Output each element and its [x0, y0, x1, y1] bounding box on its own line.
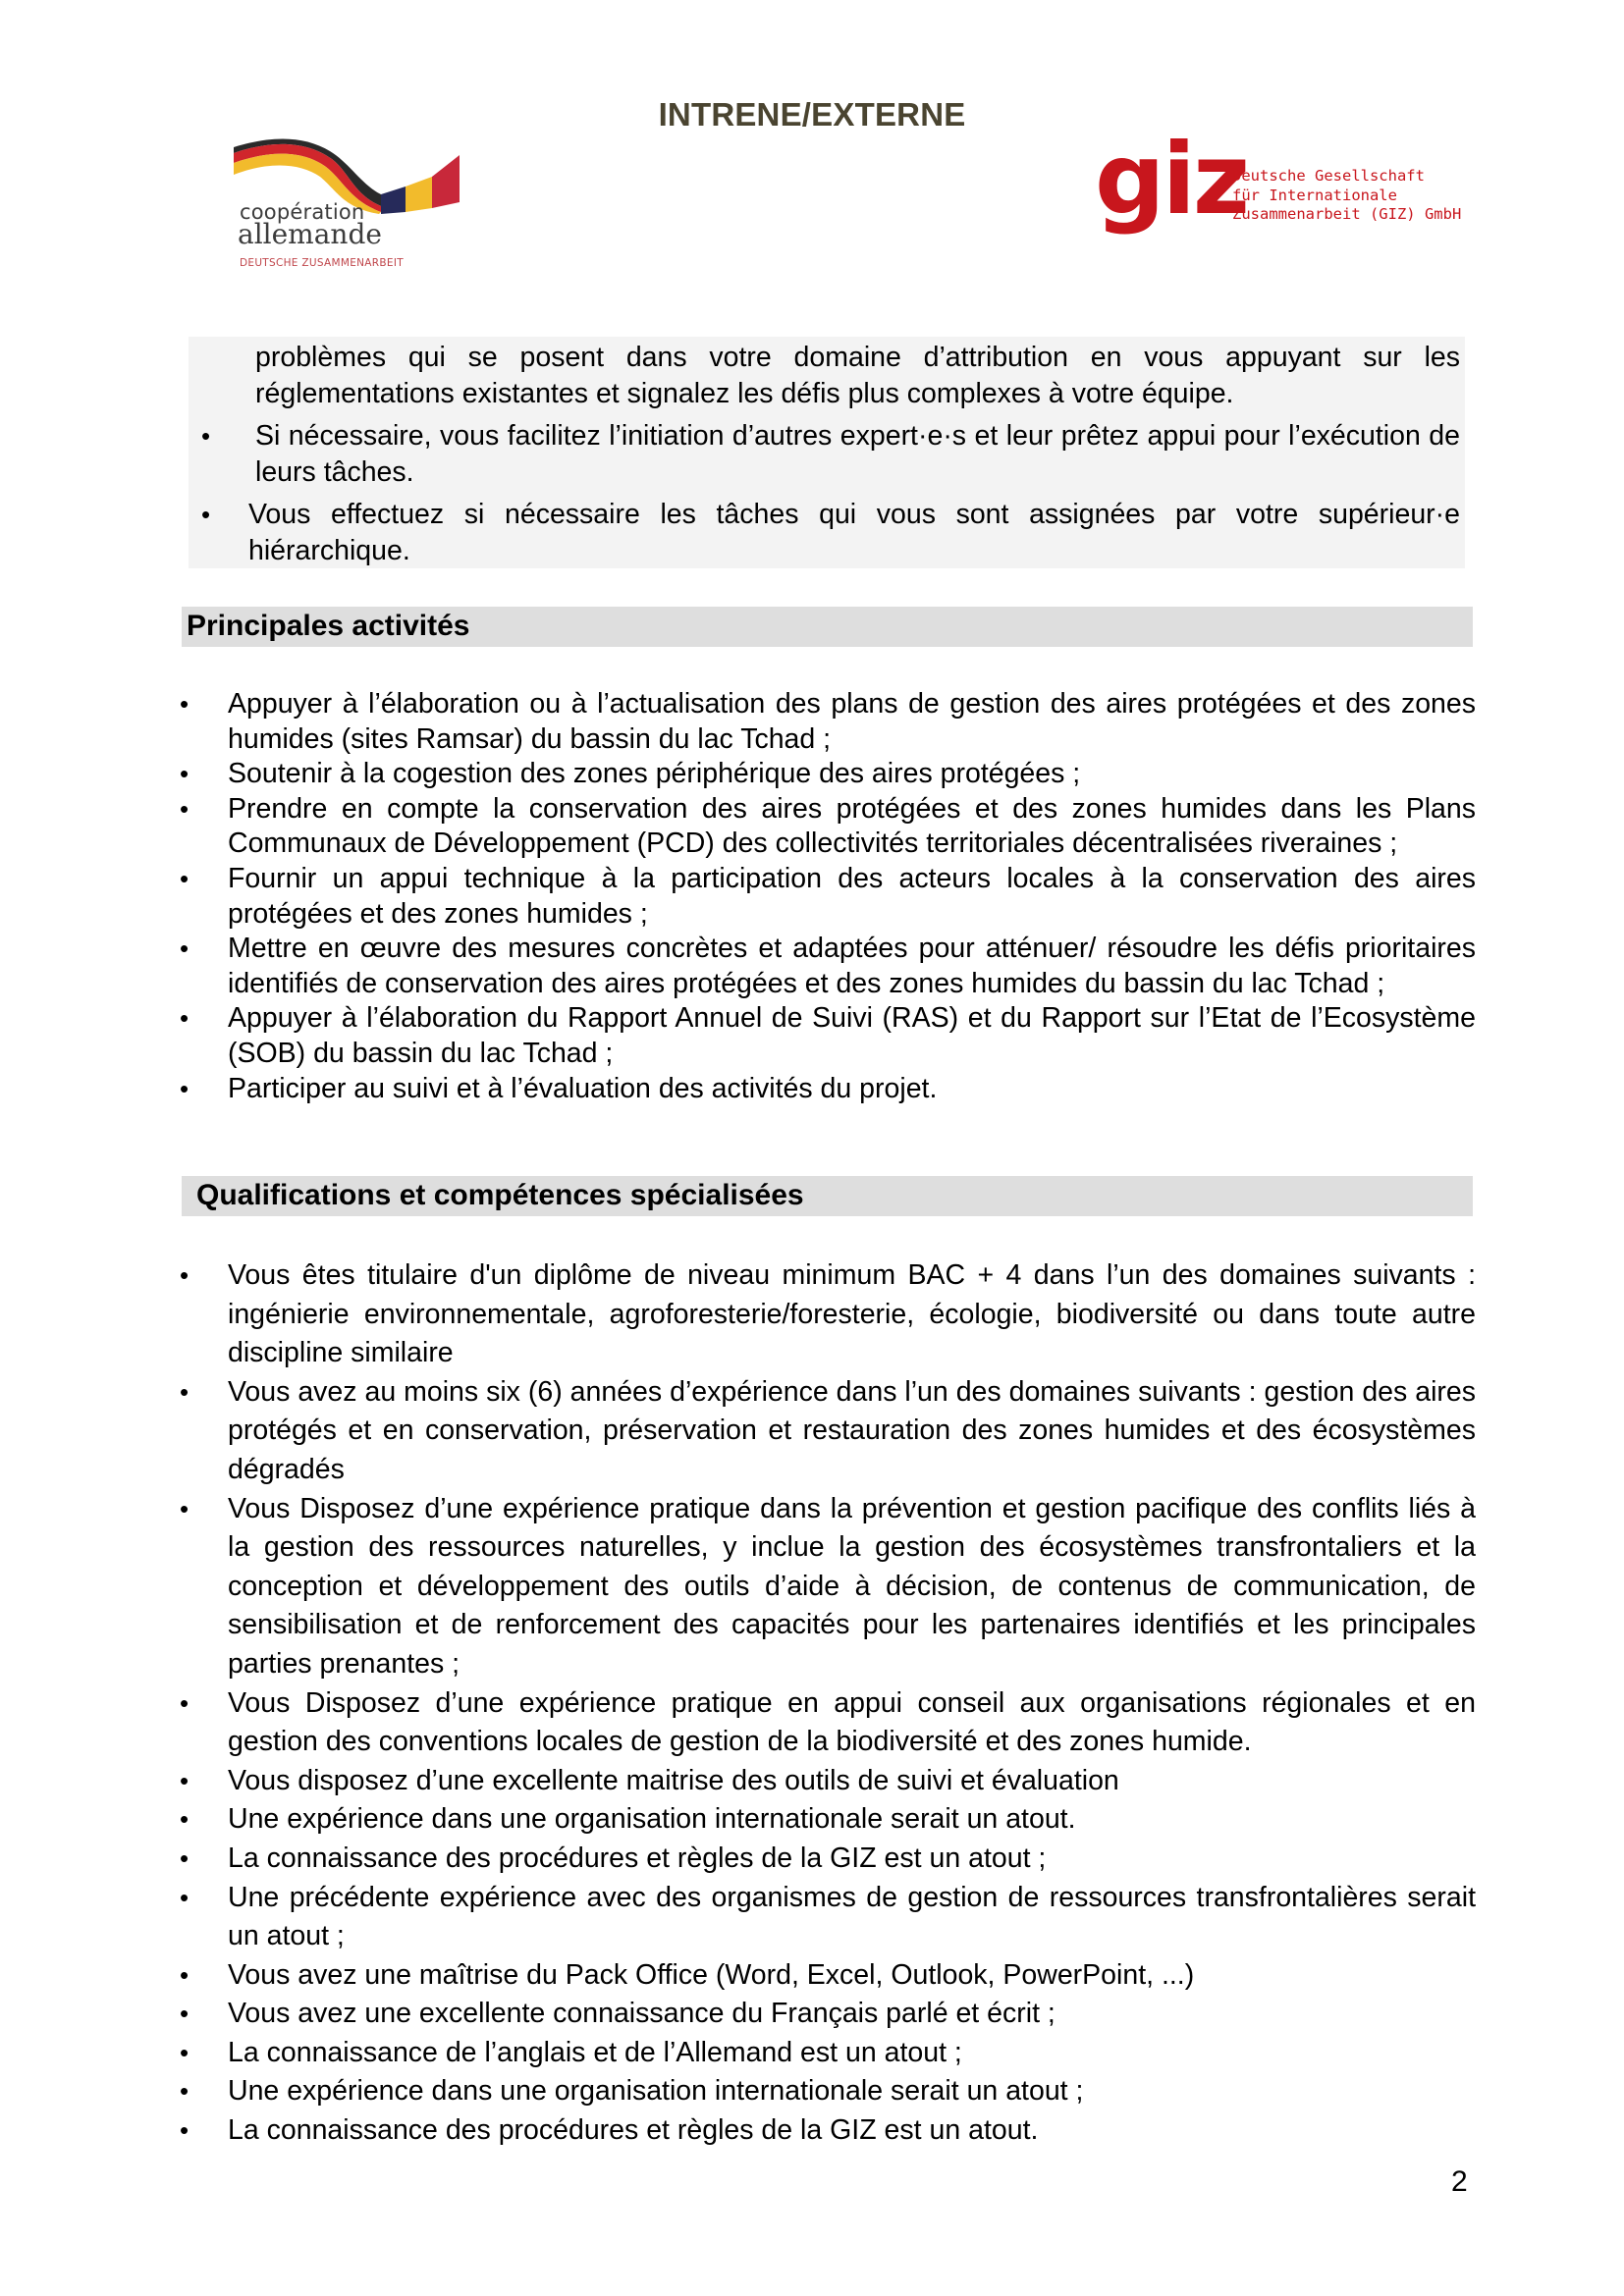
list-item-text: La connaissance de l’anglais et de l’Allemand est un atout ;: [228, 2036, 962, 2068]
list-item: [180, 2111, 1476, 2151]
bullet-icon: •: [180, 1687, 189, 1718]
list-item-text: Une expérience dans une organisation internationale serait un atout ;: [228, 2075, 1084, 2108]
list-item-text: Vous êtes titulaire d'un diplôme de niveau minimum BAC + 4 dans l’un des domaines suivants : ingénierie environnementale, agroforesterie/foresterie, écologie, biodiversité ou dans toute autre discipline similaire: [228, 1259, 1476, 1369]
section-header-activities: [182, 607, 1473, 647]
list-item-text: Mettre en œuvre des mesures concrètes et adaptées pour atténuer/ résoudre les défis prioritaires identifiés de conservation des aires protégées et des zones humides du bassin du lac Tchad ;: [228, 933, 1476, 999]
list-item: [180, 1256, 1476, 1373]
list-item: [180, 757, 1476, 792]
giz-logo: [1095, 122, 1488, 257]
list-item: [180, 1001, 1476, 1071]
bullet-icon: •: [180, 2115, 189, 2146]
bullet-icon: •: [201, 500, 211, 529]
list-item: [180, 2034, 1476, 2073]
bullet-icon: •: [180, 1842, 189, 1873]
list-item-text: La connaissance des procédures et règles de la GIZ est un atout.: [228, 2114, 1039, 2147]
continued-tasks-list: [189, 340, 1465, 575]
giz-line-1: Deutsche Gesellschaft: [1232, 167, 1425, 185]
bullet-icon: •: [180, 1073, 189, 1103]
giz-org-name: [1232, 167, 1461, 225]
section-heading: Principales activités: [187, 610, 470, 642]
bullet-icon: •: [180, 863, 189, 893]
list-item: [180, 1373, 1476, 1490]
bullet-icon: •: [180, 759, 189, 789]
list-item-text: Participer au suivi et à l’évaluation des activités du projet.: [228, 1072, 938, 1104]
section-header-qualifications: [182, 1176, 1473, 1216]
bullet-icon: •: [180, 1260, 189, 1290]
giz-line-2: für Internationale: [1232, 186, 1397, 204]
list-item-text: Appuyer à l’élaboration du Rapport Annuel de Suivi (RAS) et du Rapport sur l’Etat de l’Ecosystème (SOB) du bassin du lac Tchad ;: [228, 1002, 1476, 1069]
page-number: 2: [1451, 2165, 1468, 2198]
list-item: [180, 932, 1476, 1001]
bullet-icon: •: [180, 2076, 189, 2107]
list-item-text: Vous avez une maîtrise du Pack Office (Word, Excel, Outlook, PowerPoint, ...): [228, 1958, 1195, 1991]
list-item: [180, 862, 1476, 932]
list-item: [180, 1995, 1476, 2034]
document-title: INTRENE/EXTERNE: [658, 96, 966, 133]
list-item-text: Fournir un appui technique à la participation des acteurs locales à la conservation des aires protégées et des zones humides ;: [228, 862, 1476, 930]
list-item-text: Vous Disposez d’une expérience pratique en appui conseil aux organisations régionales et en gestion des conventions locales de gestion de la biodiversité et des zones humide.: [228, 1686, 1476, 1758]
cooperation-allemande-logo: [224, 135, 469, 273]
list-item-text: Vous avez une excellente connaissance du Français parlé et écrit ;: [228, 1998, 1056, 2030]
giz-wordmark: giz: [1095, 122, 1248, 237]
bullet-icon: •: [180, 1003, 189, 1034]
list-item-text: Vous Disposez d’une expérience pratique dans la prévention et gestion pacifique des conflits liés à la gestion des ressources naturelles, y inclue la gestion des écosystèmes transfrontaliers et la conception et développement des outils d’aide à décision, de contenus de communication, de sensibilisation et de renforcement des capacités pour les partenaires identifiés et les principales parties prenantes ;: [228, 1492, 1476, 1680]
list-item-text: Appuyer à l’élaboration ou à l’actualisation des plans de gestion des aires protégées et des zones humides (sites Ramsar) du bassin du lac Tchad ;: [228, 688, 1476, 755]
list-item-text: Vous disposez d’une excellente maitrise des outils de suivi et évaluation: [228, 1764, 1119, 1796]
bullet-icon: •: [180, 934, 189, 964]
logo-line-cooperation: coopération: [240, 200, 365, 224]
list-item: [180, 687, 1476, 757]
bullet-icon: •: [180, 1999, 189, 2029]
list-item: [180, 1762, 1476, 1801]
logo-line-deutsche-zusammenarbeit: DEUTSCHE ZUSAMMENARBEIT: [240, 257, 404, 269]
activities-list: [180, 687, 1476, 1106]
list-item: [189, 418, 1460, 491]
list-item-text: Une expérience dans une organisation internationale serait un atout.: [228, 1803, 1076, 1836]
list-item: [180, 1072, 1476, 1107]
section-heading: Qualifications et compétences spécialisées: [196, 1179, 804, 1211]
bullet-icon: •: [180, 2037, 189, 2067]
list-item-text: Vous effectuez si nécessaire les tâches qui vous sont assignées par votre supérieur·e hiérarchique.: [248, 499, 1460, 566]
list-item-text: Une précédente expérience avec des organismes de gestion de ressources transfrontalières serait un atout ;: [228, 1881, 1476, 1952]
list-item: [180, 1956, 1476, 1996]
list-item: [189, 497, 1460, 569]
bullet-icon: •: [180, 1804, 189, 1835]
list-item-text: La connaissance des procédures et règles de la GIZ est un atout ;: [228, 1842, 1047, 1874]
bullet-icon: •: [180, 689, 189, 719]
bullet-icon: •: [180, 1959, 189, 1990]
giz-line-3: Zusammenarbeit (GIZ) GmbH: [1232, 205, 1462, 223]
list-item-text: Prendre en compte la conservation des aires protégées et des zones humides dans les Plans Communaux de Développement (PCD) des collectivités territoriales décentralisées riveraines ;: [228, 792, 1476, 860]
list-item: [180, 1490, 1476, 1684]
list-item: [180, 1684, 1476, 1762]
bullet-icon: •: [180, 793, 189, 824]
bullet-icon: •: [180, 1493, 189, 1523]
bullet-icon: •: [180, 1882, 189, 1912]
list-item-text: Vous avez au moins six (6) années d’expérience dans l’un des domaines suivants : gestion des aires protégés et en conservation, préservation et restauration des zones humides et des écosystèmes dégradés: [228, 1375, 1476, 1485]
bullet-icon: •: [180, 1765, 189, 1795]
list-item: [180, 1800, 1476, 1840]
list-item: [180, 792, 1476, 862]
logo-line-allemande: allemande: [238, 218, 382, 250]
qualifications-list: [180, 1256, 1476, 2151]
list-item: [180, 1840, 1476, 1879]
list-item-text: Soutenir à la cogestion des zones périphérique des aires protégées ;: [228, 758, 1081, 790]
list-item: [189, 340, 1460, 412]
bullet-icon: •: [180, 1376, 189, 1407]
list-item: [180, 1879, 1476, 1956]
list-item: [180, 2072, 1476, 2111]
list-item-text: Si nécessaire, vous facilitez l’initiation d’autres expert·e·s et leur prêtez appui pour l’exécution de leurs tâches.: [255, 420, 1460, 488]
list-item-text: problèmes qui se posent dans votre domaine d’attribution en vous appuyant sur les réglementations existantes et signalez les défis plus complexes à votre équipe.: [255, 342, 1460, 409]
bullet-icon: •: [201, 421, 211, 451]
